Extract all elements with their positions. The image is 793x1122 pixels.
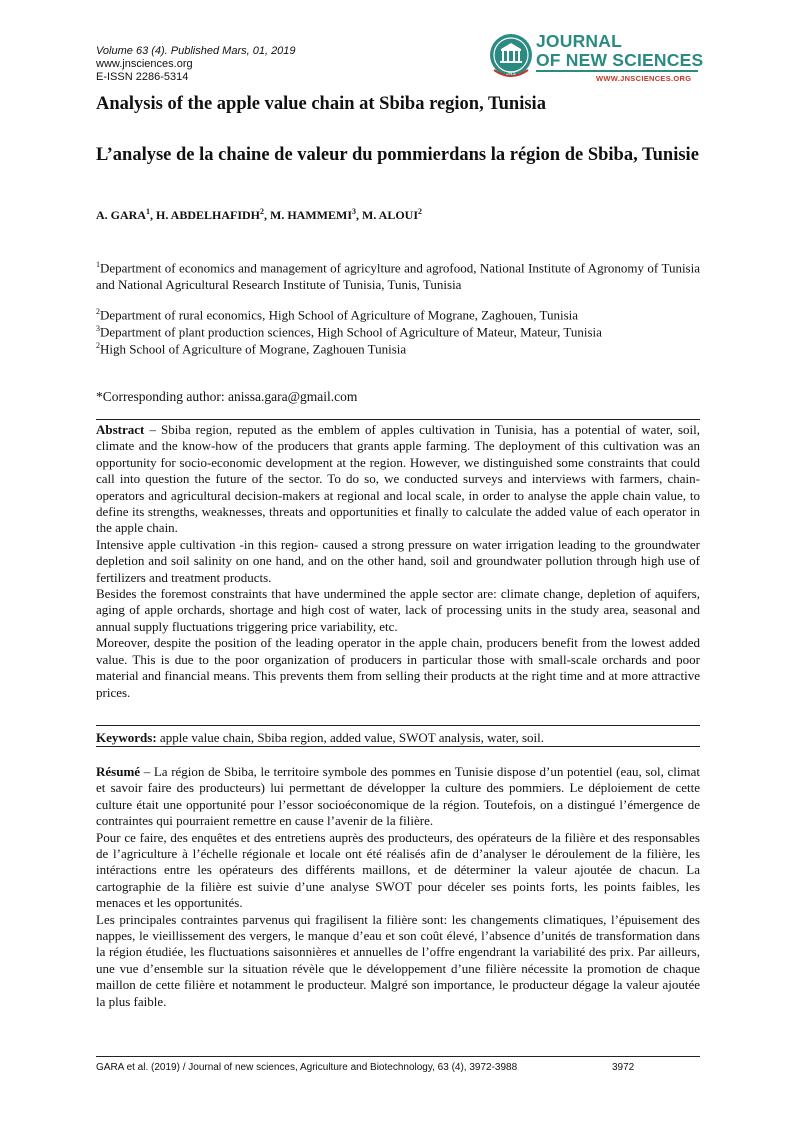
resume-label: Résumé bbox=[96, 764, 141, 779]
author-list bbox=[96, 207, 422, 223]
keywords: Keywords: apple value chain, Sbiba region, added value, SWOT analysis, water, soil. bbox=[96, 730, 544, 745]
page-number: 3972 bbox=[612, 1062, 635, 1073]
author: H. ABDELHAFIDH$^2$, bbox=[156, 207, 271, 222]
journal-name bbox=[536, 32, 703, 70]
affiliation: $^1$Department of economics and management of agricylture and agrofood, National Institute of Agronomy of Tunisia and National Agricultural Research Institute of Tunisia, Tunis, Tunisia bbox=[96, 260, 700, 293]
corresponding-author: *Corresponding author: anissa.gara@gmail.com bbox=[96, 389, 358, 404]
volume-info: Volume 63 (4). Published Mars, 01, 2019 bbox=[96, 45, 296, 57]
author: M. HAMMEMI$^3$, bbox=[270, 207, 362, 222]
journal-website[interactable]: www.jnsciences.org bbox=[96, 58, 193, 71]
section-divider bbox=[96, 725, 700, 726]
affiliation: $^2$High School of Agriculture of Mograne, Zaghouen Tunisia bbox=[96, 341, 407, 357]
title-french: L’analyse de la chaine de valeur du pommierdans la région de Sbiba, Tunisie bbox=[96, 145, 699, 165]
logo-url[interactable]: WWW.JNSCIENCES.ORG bbox=[596, 74, 692, 83]
section-divider bbox=[96, 746, 700, 747]
resume-paragraph: Pour ce faire, des enquêtes et des entretiens auprès des producteurs, des opérateurs de la filière et des responsables de l’agriculture à l’échelle régionale et locale ont été réalisés afin de d’analyser le déroulement de la filière, les intéractions entre les opérateurs des différents maillons, et de déterminer la valeur ajoutée de chacun. La cartographie de la filière est suivie d’une analyse SWOT pour déceler ses points forts, les points faibles, les menaces et les opportunités. bbox=[96, 829, 700, 911]
affiliation: $^2$Department of rural economics, High School of Agriculture of Mograne, Zaghouen, Tunisia bbox=[96, 307, 579, 323]
journal-logo bbox=[488, 30, 708, 88]
journal-header-info bbox=[96, 45, 296, 85]
logo-divider bbox=[536, 70, 698, 72]
abstract-paragraph: Moreover, despite the position of the leading operator in the apple chain, producers benefit from the lowest added value. This is due to the poor organization of producers in particular those with small-scale orchards and poor material and financial means. This prevents them from selling their products at the right time and at more attractive prices. bbox=[96, 635, 700, 700]
journal-emblem-icon bbox=[488, 32, 534, 82]
author: M. ALOUI$^2$ bbox=[362, 207, 423, 222]
author: A. GARA$^1$, bbox=[96, 207, 156, 222]
abstract-paragraph: Besides the foremost constraints that have undermined the apple sector are: climate change, depletion of aquifers, aging of apple orchards, shortage and high cost of water, lack of processing units in the study area, seasonal and annual supply fluctuations triggering price variability, etc. bbox=[96, 586, 700, 634]
page-footer bbox=[96, 1062, 635, 1073]
footer-citation: GARA et al. (2019) / Journal of new sciences, Agriculture and Biotechnology, 63 (4), 3972-3988 bbox=[96, 1062, 518, 1073]
footer-divider bbox=[96, 1056, 700, 1057]
emblem-text: JNS bbox=[506, 71, 516, 77]
resume-paragraph: Les principales contraintes parvenus qui fragilisent la filière sont: les changements climatiques, l’épuisement des nappes, le vieillissement des vergers, le manque d’eau et son coût élevé, l’absence d’unités de transformation dans la région étudiée, les fluctuations saisonnières et annuelles de l’offre engendrant la variabilité des prix. Par ailleurs, une vue d’ensemble sur la situation révèle que le développement d’une filière nécessite la promotion de chaque maillon de cette filière et notamment le producteur. Malgré son importance, le producteur dégage la valeur ajoutée la plus faible. bbox=[96, 911, 700, 1009]
section-divider bbox=[96, 419, 700, 420]
keywords-label: Keywords: bbox=[96, 730, 157, 745]
resume-section bbox=[96, 764, 700, 1010]
abstract-paragraph: Abstract – Sbiba region, reputed as the emblem of apples cultivation in Tunisia, has a potential of water, soil, climate and the know-how of the producers that grants apple farming. The deployment of this cultivation was an opportunity for socio-economic development at the region. However, we distinguished some constraints that could call into question the future of the sector. To do so, we conducted surveys and interviews with farmers, chain-operators and agricultural decision-makers at regional and local scale, in order to analyse the apple chain value, to define its strengths, weaknesses, threats and opportunities et finally to calculate the added value of each operator in the apple chain. bbox=[96, 422, 700, 536]
resume-paragraph: Résumé – La région de Sbiba, le territoire symbole des pommes en Tunisie dispose d’un potentiel (eau, sol, climat et savoir faire des producteurs) lui permettant de développer la culture des pommiers. Le déploiement de cette culture était une opportunité pour l’essor socioéconomique de la région. Toutefois, on a distingué l’émergence de contraintes qui pourraient remettre en cause l’avenir de la filière. bbox=[96, 764, 700, 829]
journal-name-line2: OF NEW SCIENCES bbox=[536, 50, 704, 70]
journal-name-line1: JOURNAL bbox=[536, 31, 622, 51]
abstract-section bbox=[96, 422, 700, 701]
title-english: Analysis of the apple value chain at Sbiba region, Tunisia bbox=[96, 94, 546, 114]
affiliation: $^3$Department of plant production sciences, High School of Agriculture of Mateur, Mateur, Tunisia bbox=[96, 324, 602, 340]
abstract-label: Abstract bbox=[96, 422, 145, 437]
abstract-paragraph: Intensive apple cultivation -in this region- caused a strong pressure on water irrigation leading to the groundwater depletion and soil salinity on one hand, and on the other hand, soil and groundwater pollution through high use of fertilizers and treatment products. bbox=[96, 536, 700, 585]
journal-issn: E-ISSN 2286-5314 bbox=[96, 71, 189, 84]
